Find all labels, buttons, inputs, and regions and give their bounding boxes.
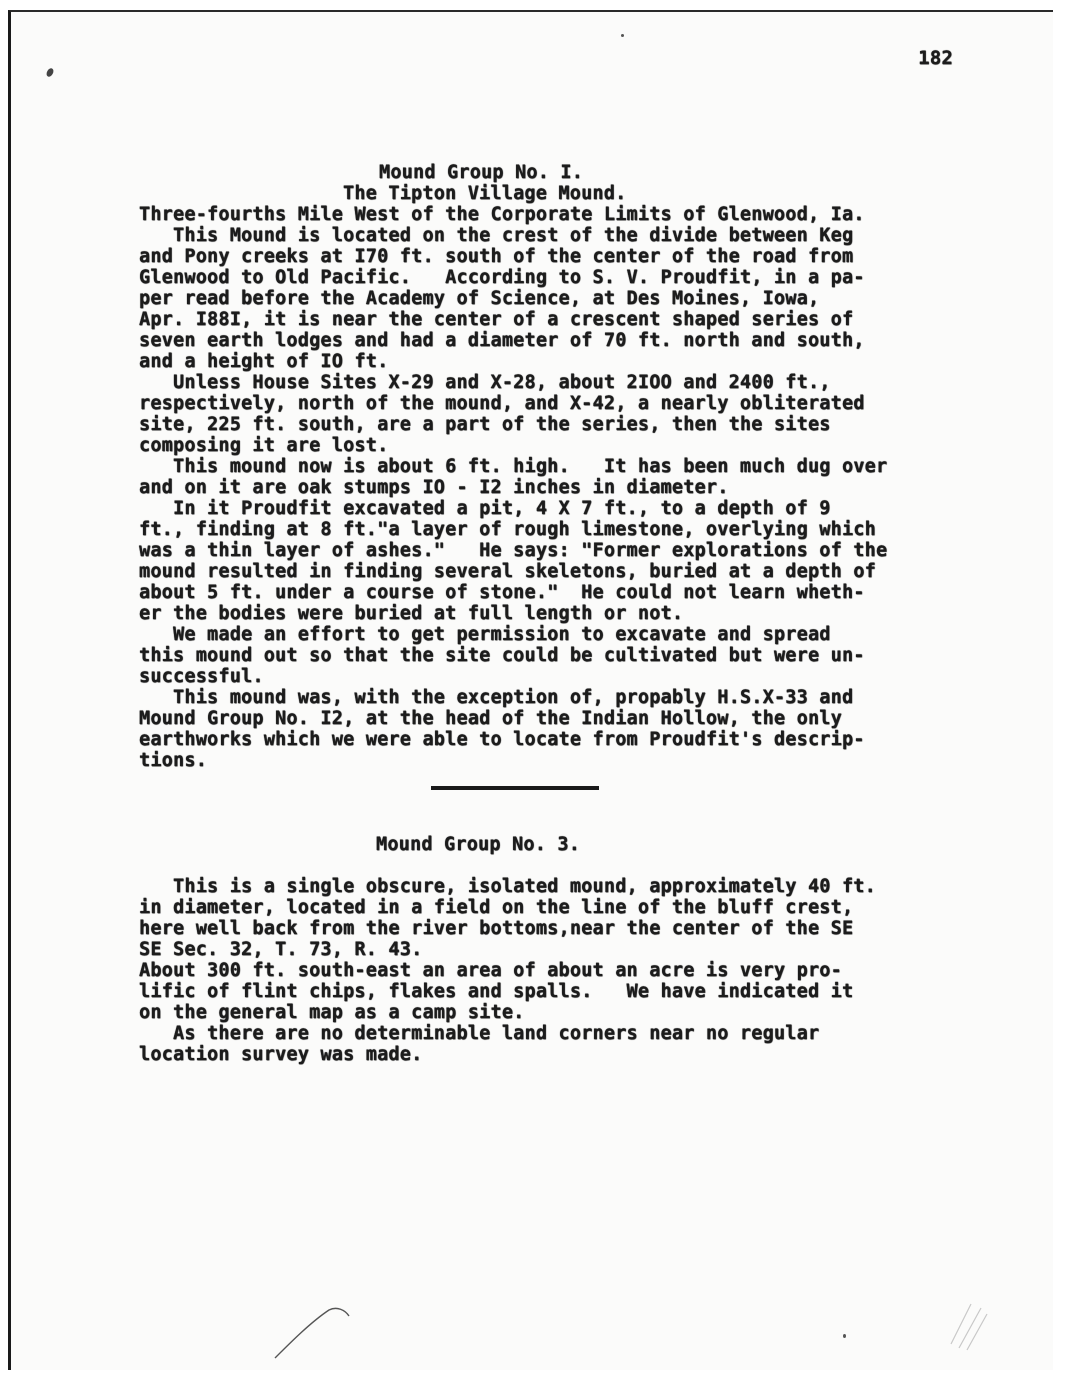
text-line: here well back from the river bottoms,near the center of the SE [139, 918, 854, 939]
text-line: SE Sec. 32, T. 73, R. 43. [139, 939, 423, 960]
text-line: Glenwood to Old Pacific. According to S. V. Proudfit, in a pa- [139, 267, 865, 288]
section2-heading: Mound Group No. 3. [376, 834, 581, 855]
scan-smudge [941, 1294, 1001, 1354]
text-line: tions. [139, 750, 208, 771]
scan-speck [45, 67, 55, 78]
text-line: This mound was, with the exception of, propably H.S.X-33 and [139, 687, 854, 708]
text-line: per read before the Academy of Science, at Des Moines, Iowa, [139, 288, 820, 309]
text-line: location survey was made. [139, 1044, 423, 1065]
text-line: This Mound is located on the crest of the divide between Keg [139, 225, 854, 246]
text-line: on the general map as a camp site. [139, 1002, 525, 1023]
section2-body [139, 876, 876, 1065]
text-line: About 300 ft. south-east an area of about an acre is very pro- [139, 960, 842, 981]
pencil-scrawl [271, 1302, 351, 1362]
text-line: lific of flint chips, flakes and spalls. We have indicated it [139, 981, 854, 1002]
section-divider [431, 786, 599, 790]
text-line: and a height of IO ft. [139, 351, 389, 372]
text-line: In it Proudfit excavated a pit, 4 X 7 ft., to a depth of 9 [139, 498, 831, 519]
text-line: and Pony creeks at I70 ft. south of the center of the road from [139, 246, 854, 267]
text-line: this mound out so that the site could be cultivated but were un- [139, 645, 865, 666]
text-line: earthworks which we were able to locate from Proudfit's descrip- [139, 729, 865, 750]
text-line: er the bodies were buried at full length or not. [139, 603, 684, 624]
page-number: 182 [918, 47, 953, 69]
text-line: site, 225 ft. south, are a part of the series, then the sites [139, 414, 831, 435]
document-page [8, 10, 1053, 1370]
text-line: Unless House Sites X-29 and X-28, about 2IOO and 2400 ft., [139, 372, 831, 393]
text-line: respectively, north of the mound, and X-42, a nearly obliterated [139, 393, 865, 414]
text-line: mound resulted in finding several skeletons, buried at a depth of [139, 561, 876, 582]
text-line: successful. [139, 666, 264, 687]
text-line: about 5 ft. under a course of stone." He could not learn wheth- [139, 582, 865, 603]
section1-heading-line2: The Tipton Village Mound. [343, 183, 627, 204]
text-line: Mound Group No. I2, at the head of the Indian Hollow, the only [139, 708, 842, 729]
text-line: was a thin layer of ashes." He says: "Former explorations of the [139, 540, 888, 561]
text-line: This is a single obscure, isolated mound, approximately 40 ft. [139, 876, 876, 897]
text-line: seven earth lodges and had a diameter of 70 ft. north and south, [139, 330, 865, 351]
text-line: composing it are lost. [139, 435, 389, 456]
text-line: Three-fourths Mile West of the Corporate Limits of Glenwood, Ia. [139, 204, 865, 225]
text-line: in diameter, located in a field on the line of the bluff crest, [139, 897, 854, 918]
text-line: We made an effort to get permission to excavate and spread [139, 624, 831, 645]
text-line: This mound now is about 6 ft. high. It has been much dug over [139, 456, 888, 477]
scan-speck [843, 1334, 846, 1338]
section1-heading-line1: Mound Group No. I. [379, 162, 584, 183]
scan-speck [621, 34, 624, 37]
section1-body [139, 204, 887, 771]
text-line: Apr. I88I, it is near the center of a crescent shaped series of [139, 309, 854, 330]
text-line: ft., finding at 8 ft."a layer of rough limestone, overlying which [139, 519, 876, 540]
text-line: and on it are oak stumps IO - I2 inches in diameter. [139, 477, 729, 498]
text-line: As there are no determinable land corners near no regular [139, 1023, 820, 1044]
